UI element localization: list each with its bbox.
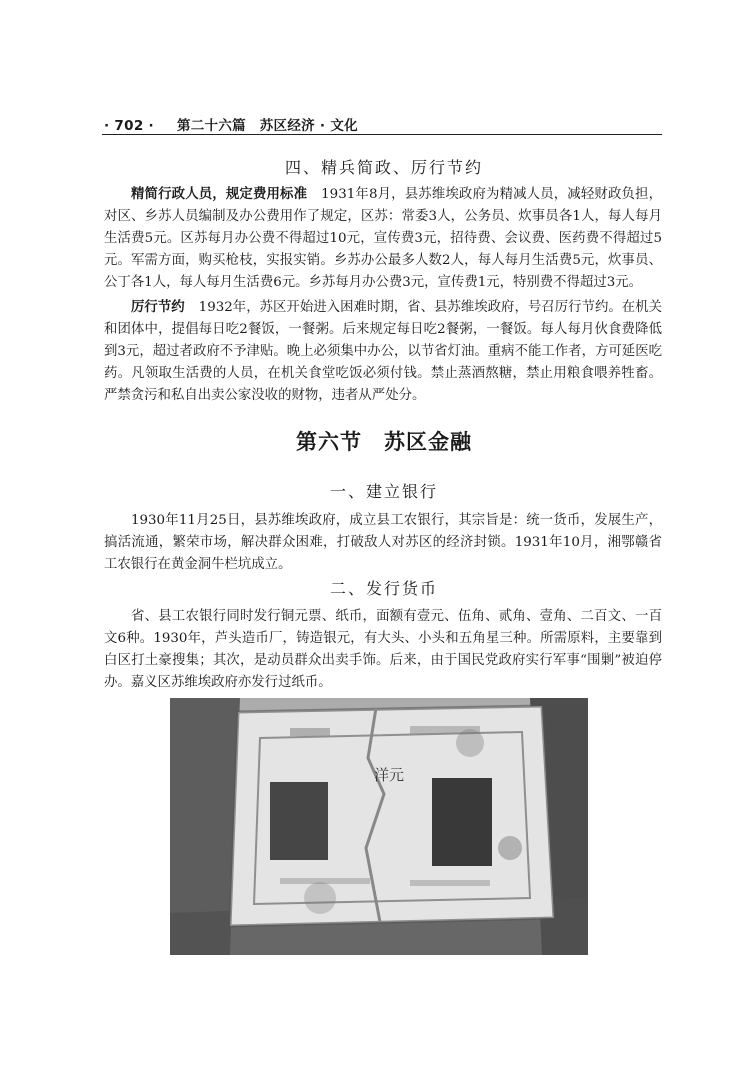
header-rule [102, 134, 662, 135]
paragraph-bank: 1930年11月25日，县苏维埃政府，成立县工农银行，其宗旨是：统一货币，发展生产，搞活流通，繁荣市场，解决群众困难，打破敌人对苏区的经济封锁。1931年10月，湘鄂赣省工农银行在黄金洞牛栏坑成立。 [104, 513, 662, 572]
paragraph-currency: 省、县工农银行同时发行铜元票、纸币，面额有壹元、伍角、贰角、壹角、二百文、一百文6种。1930年，芦头造币厂，铸造银元，有大头、小头和五角星三种。所需原料，主要靠到白区打土豪搜集；其次，是动员群众出卖手饰。后来，由于国民党政府实行军事“围剿”被迫停办。嘉义区苏维埃政府亦发行过纸币。 [104, 609, 662, 690]
paragraph-body: 1932年，苏区开始进入困难时期，省、县苏维埃政府，号召厉行节约。在机关和团体中，提倡每日吃2餐饭，一餐粥。后来规定每日吃2餐粥，一餐饭。每人每月伙食费降低到3元，超过者政府不予津贴。晚上必须集中办公，以节省灯油。重病不能工作者，方可延医吃药。凡领取生活费的人员，在机关食堂吃饭必须付钱。禁止蒸酒熬糖，禁止用粮食喂养牲畜。严禁贪污和私自出卖公家没收的财物，违者从严处分。 [104, 300, 663, 403]
subsection-heading-currency: 二、发行货币 [329, 579, 438, 598]
section-heading-jingbing: 四、精兵简政、厉行节约 [284, 158, 483, 177]
banknote-text: 洋元 [374, 766, 405, 784]
paragraph-body: 1931年8月，县苏维埃政府为精减人员，减轻财政负担，对区、乡苏人员编制及办公费用作了规定，区苏：常委3人，公务员、炊事员各1人，每人每月生活费5元。区苏每月办公费不得超过10元，宣传费3元，招待费、会议费、医药费不得超过5元。军需方面，购买枪枝，实报实销。乡苏办公最多人数2人，每人每月生活费5元，炊事员、公丁各1人，每人每月生活费6元。乡苏每月办公费3元，宣传费1元，特别费不得超过3元。 [104, 187, 662, 290]
paragraph-staff-standards [104, 184, 662, 294]
chapter-section-title: 第六节 苏区金融 [296, 430, 472, 454]
running-header [104, 114, 358, 134]
page-number: · 702 · [104, 118, 154, 134]
paragraph-frugality [104, 297, 662, 407]
subsection-heading-bank: 一、建立银行 [329, 482, 438, 501]
paragraph-lead: 厉行节约 [131, 300, 185, 315]
banknote-photo [170, 698, 588, 955]
banknote-image [170, 698, 588, 955]
paragraph-lead: 精简行政人员，规定费用标准 [131, 187, 308, 202]
running-title: 第二十六篇 苏区经济 · 文化 [176, 118, 358, 134]
